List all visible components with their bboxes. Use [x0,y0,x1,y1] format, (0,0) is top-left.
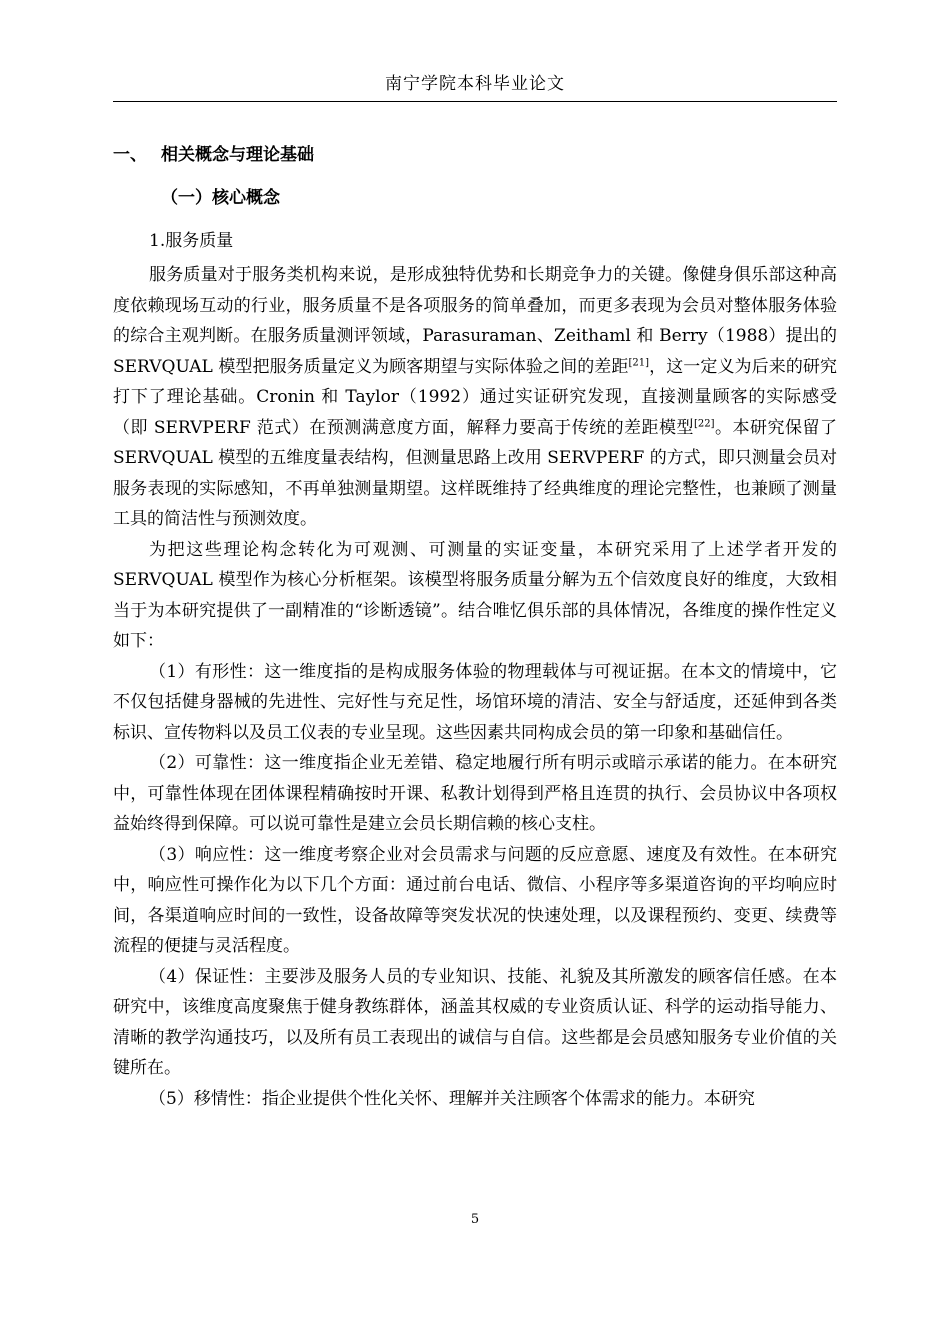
paragraph-service-quality [113,260,837,535]
paragraph-assurance: （4）保证性：主要涉及服务人员的专业知识、技能、礼貌及其所激发的顾客信任感。在本研究中，该维度高度聚焦于健身教练群体，涵盖其权威的专业资质认证、科学的运动指导能力、清晰的教学沟通技巧，以及所有员工表现出的诚信与自信。这些都是会员感知服务专业价值的关键所在。 [113,966,837,1078]
paragraph-reliability: （2）可靠性：这一维度指企业无差错、稳定地履行所有明示或暗示承诺的能力。在本研究中，可靠性体现在团体课程精确按时开课、私教计划得到严格且连贯的执行、会员协议中各项权益始终得到保障。可以说可靠性是建立会员长期信赖的核心支柱。 [113,753,837,834]
paragraph-text: 服务质量对于服务类机构来说，是形成独特优势和长期竞争力的关键。像健身俱乐部这种高度依赖现场互动的行业，服务质量不是各项服务的简单叠加，而更多表现为会员对整体服务体验的综合主观判断。在服务质量测评领域，Parasuraman、Zeithaml 和 Berry（1988）提出的 SERVQUAL 模型把服务质量定义为顾客期望与实际体验之间的差距 [113,265,837,377]
paragraph-text: ，这一定义为后来的研究打下了理论基础。Cronin 和 Taylor（1992）通过实证研究发现，直接测量顾客的实际感受（即 SERVPERF 范式）在预测满意度方面，解释力要高于传统的差距模型 [113,356,837,438]
running-header: 南宁学院本科毕业论文 [385,74,565,94]
section-title: 相关概念与理论基础 [161,145,314,165]
page-number: 5 [470,1212,480,1227]
section-heading [113,138,837,172]
subsection-heading: （一）核心概念 [161,188,280,208]
subsubsection-heading: 1.服务质量 [149,231,234,251]
citation-21: [21] [628,356,650,368]
paragraph-framework: 为把这些理论构念转化为可观测、可测量的实证变量，本研究采用了上述学者开发的 SERVQUAL 模型作为核心分析框架。该模型将服务质量分解为五个信效度良好的维度，大致相当于为本研究提供了一副精准的“诊断透镜”。结合唯忆俱乐部的具体情况，各维度的操作性定义如下： [113,539,837,651]
paragraph-empathy: （5）移情性：指企业提供个性化关怀、理解并关注顾客个体需求的能力。本研究 [149,1088,755,1109]
section-number: 一、 [113,145,147,165]
header-divider [113,101,837,102]
citation-22: [22] [694,417,715,429]
paragraph-text: 。本研究保留了 SERVQUAL 模型的五维度量表结构，但测量思路上改用 SERVPERF 的方式，即只测量会员对服务表现的实际感知，不再单独测量期望。这样既维持了经典维度的理论完整性，也兼顾了测量工具的简洁性与预测效度。 [113,417,838,529]
paragraph-responsiveness: （3）响应性：这一维度考察企业对会员需求与问题的反应意愿、速度及有效性。在本研究中，响应性可操作化为以下几个方面：通过前台电话、微信、小程序等多渠道咨询的平均响应时间，各渠道响应时间的一致性，设备故障等突发状况的快速处理，以及课程预约、变更、续费等流程的便捷与灵活程度。 [113,844,837,956]
page-body [113,138,837,1114]
paragraph-tangibility: （1）有形性：这一维度指的是构成服务体验的物理载体与可视证据。在本文的情境中，它不仅包括健身器械的先进性、完好性与充足性，场馆环境的清洁、安全与舒适度，还延伸到各类标识、宣传物料以及员工仪表的专业呈现。这些因素共同构成会员的第一印象和基础信任。 [113,661,837,743]
